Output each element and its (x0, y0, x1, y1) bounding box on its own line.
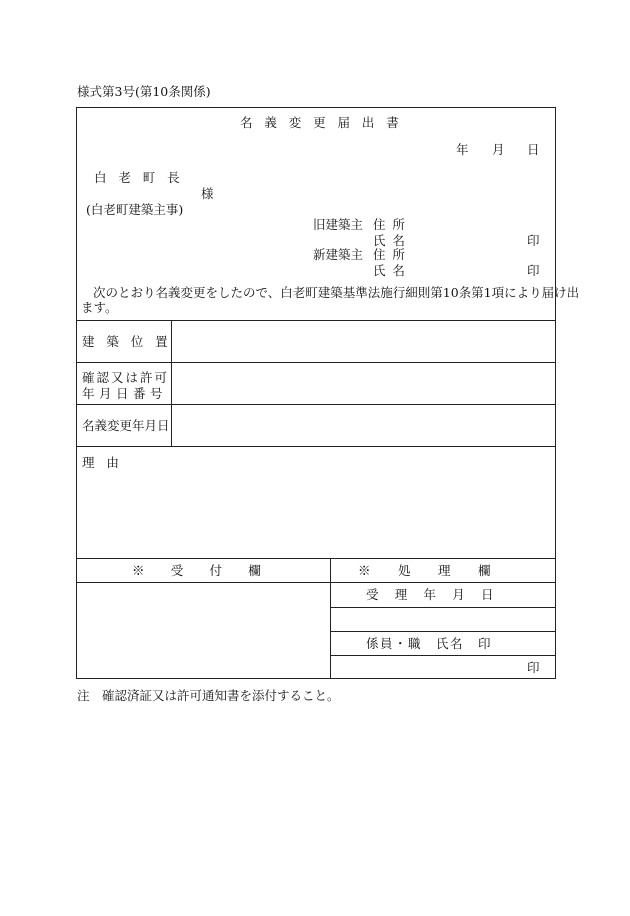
new-owner-seal: 印 (527, 263, 540, 278)
addressee-name: 白老町長 (94, 170, 192, 185)
row-divider (76, 362, 556, 363)
footnote: 注 確認済証又は許可通知書を添付すること。 (77, 688, 340, 703)
new-owner-address-label: 住所 (373, 247, 412, 262)
old-owner-label: 旧建築主 (313, 217, 364, 232)
processing-header: ※ 処 理 欄 (358, 563, 499, 578)
form-title: 名義変更届出書 (240, 115, 411, 130)
old-owner-address-label: 住所 (373, 217, 412, 232)
form-number-label: 様式第3号(第10条関係) (77, 84, 211, 99)
row-reason-label: 理由 (82, 455, 131, 470)
statement-line-2: ます。 (81, 300, 118, 315)
date-day: 日 (527, 142, 540, 157)
old-owner-name-label: 氏名 (373, 233, 412, 248)
receipt-date-label: 受 理 年 月 日 (366, 587, 496, 602)
processing-row-divider (330, 631, 556, 632)
row-confirmation-label-1: 確認又は許可 (82, 370, 170, 385)
row-confirmation-label-2: 年月日番号 (82, 386, 168, 401)
staff-label: 係員・職 氏名 印 (366, 636, 493, 651)
new-owner-label: 新建築主 (313, 247, 364, 262)
section-column-divider (330, 558, 331, 679)
date-month: 月 (492, 142, 505, 157)
bottom-seal: 印 (527, 660, 540, 675)
date-year: 年 (456, 142, 469, 157)
new-owner-name-label: 氏名 (373, 263, 412, 278)
row-divider (76, 320, 556, 321)
row-location-label: 建築位置 (82, 334, 180, 349)
statement-line-1: 次のとおり名義変更をしたので、白老町建築基準法施行細則第10条第1項により届け出 (93, 285, 580, 300)
addressee-honorific: 様 (201, 186, 214, 201)
row-divider (76, 404, 556, 405)
addressee-note: (白老町建築主事) (86, 202, 184, 217)
row-change-date-label: 名義変更年月日 (82, 418, 170, 433)
processing-row-divider (330, 655, 556, 656)
processing-row-divider (330, 607, 556, 608)
section-divider (76, 558, 556, 559)
section-divider (76, 582, 556, 583)
receipt-header: ※ 受 付 欄 (132, 563, 268, 578)
row-divider (76, 446, 556, 447)
old-owner-seal: 印 (527, 233, 540, 248)
